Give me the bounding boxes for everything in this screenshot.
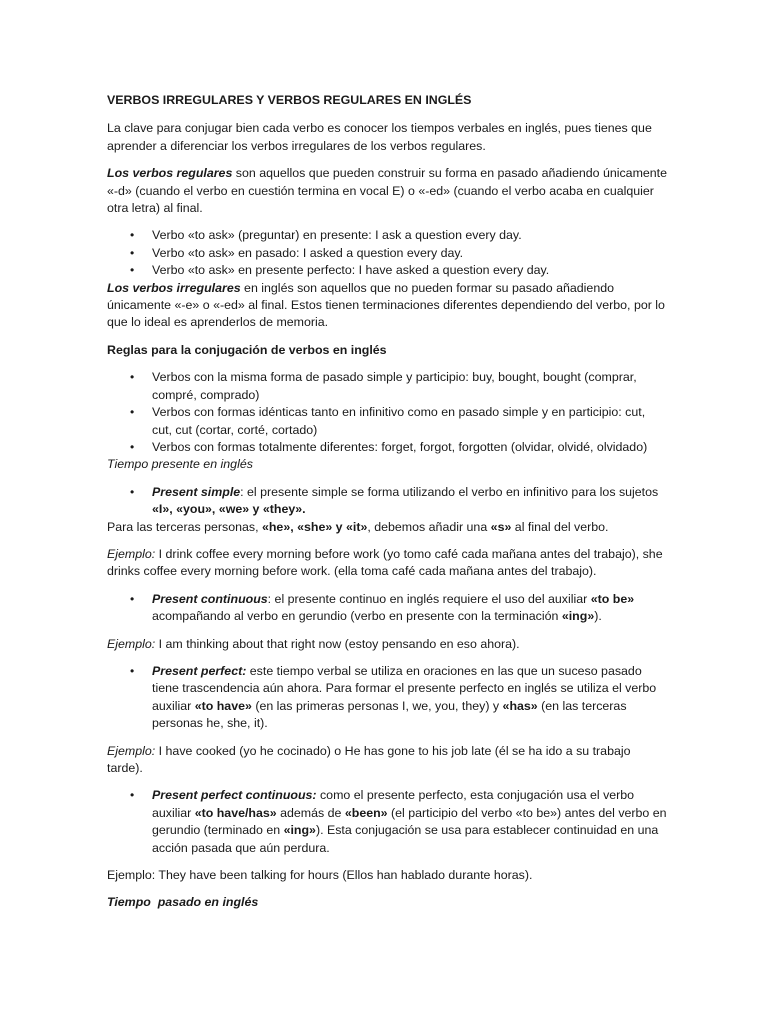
document-title: VERBOS IRREGULARES Y VERBOS REGULARES EN INGLÉS (107, 93, 472, 107)
list-item: • Verbo «to ask» (preguntar) en presente: I ask a question every day. (152, 227, 668, 244)
present-continuous-term: Present continuous (152, 591, 268, 606)
regulares-paragraph (107, 165, 668, 217)
list-item: • Verbo «to ask» en presente perfecto: I have asked a question every day. (152, 262, 668, 279)
list-item (152, 484, 668, 519)
text-span: , debemos añadir una (367, 519, 491, 534)
present-simple-text: : el presente simple se forma utilizando el verbo en infinitivo para los sujetos (240, 484, 659, 499)
bold-span: «ing» (283, 823, 316, 838)
example-label: Ejemplo: (107, 546, 156, 561)
present-simple-subjects: «I», «you», «we» y «they». (152, 502, 306, 517)
pasado-heading: Tiempo pasado en inglés (107, 895, 259, 910)
bold-span: «to have/has» (194, 805, 277, 820)
bold-span: «ing» (561, 609, 595, 624)
present-perfect-term: Present perfect: (152, 663, 247, 678)
regulares-text: son aquellos que pueden construir su forma en pasado añadiendo únicamente «-d» (cuando el verbo en cuestión termina en vocal E) o «-ed» (cuando el verbo acaba en cualquier otra letra) al final. (107, 166, 668, 216)
bold-span: «to have» (194, 698, 252, 713)
example-text: I am thinking about that right now (estoy pensando en eso ahora). (155, 636, 520, 651)
list-item (152, 787, 668, 857)
present-simple-example (107, 546, 668, 581)
regulares-term: Los verbos regulares (107, 166, 233, 181)
text-span: ). (594, 609, 602, 624)
bold-span: «to be» (590, 591, 635, 606)
present-perfect-list (107, 663, 668, 733)
text-span: (el participio del verbo «to be») antes del verbo en gerundio (terminado en (152, 805, 667, 838)
present-perfect-example (107, 743, 668, 778)
present-continuous-example (107, 636, 668, 653)
text-span: (en las terceras personas he, she, it). (152, 698, 627, 731)
presente-heading: Tiempo presente en inglés (107, 457, 253, 472)
text-span: Para las terceras personas, (107, 519, 262, 534)
present-continuous-list (107, 591, 668, 626)
present-simple-term: Present simple (152, 484, 241, 499)
text-span: (en las primeras personas I, we, you, they) y (251, 698, 503, 713)
regulares-examples-list (107, 227, 668, 279)
bold-span: «s» (490, 519, 512, 534)
irregulares-text: en inglés son aquellos que no pueden formar su pasado añadiendo únicamente «-e» o «-ed» al final. Estos tienen terminaciones diferentes dependiendo del verbo, por lo que lo ideal es aprenderlos de memoria. (107, 280, 665, 330)
text-span: al final del verbo. (511, 519, 609, 534)
text-span: acompañando al verbo en gerundio (verbo en presente con la terminación (152, 609, 562, 624)
irregulares-term: Los verbos irregulares (107, 280, 241, 295)
list-item: • Verbos con formas idénticas tanto en infinitivo como en pasado simple y en participio: cut, cut, cut (cortar, corté, cortado) (152, 404, 668, 439)
intro-paragraph: La clave para conjugar bien cada verbo es conocer los tiempos verbales en inglés, pues tienes que aprender a diferenciar los verbos irregulares de los verbos regulares. (107, 121, 652, 153)
reglas-list (107, 369, 668, 456)
bold-span: «has» (502, 698, 538, 713)
present-simple-third-person (107, 519, 668, 536)
list-item (152, 591, 668, 626)
text-span: además de (276, 805, 345, 820)
text-span: como el presente perfecto, esta conjugación usa el verbo auxiliar (152, 788, 635, 820)
irregulares-paragraph (107, 280, 668, 332)
example-label: Ejemplo: (107, 636, 156, 651)
list-item: • Verbos con formas totalmente diferentes: forget, forgot, forgotten (olvidar, olvidé, olvidado) (152, 439, 668, 456)
text-span: : el presente continuo en inglés requiere el uso del auxiliar (267, 591, 591, 606)
present-simple-list (107, 484, 668, 519)
present-perfect-continuous-list (107, 787, 668, 857)
example-text: I have cooked (yo he cocinado) o He has gone to his job late (él se ha ido a su trabajo tarde). (107, 743, 631, 775)
bold-span: «been» (344, 805, 388, 820)
example-text: I drink coffee every morning before work (yo tomo café cada mañana antes del trabajo), she drinks coffee every morning before work. (ella toma café cada mañana antes del trabajo). (107, 546, 663, 579)
reglas-heading: Reglas para la conjugación de verbos en inglés (107, 342, 387, 357)
list-item: • Verbos con la misma forma de pasado simple y participio: buy, bought, bought (comprar, compré, comprado) (152, 369, 668, 404)
list-item (152, 663, 668, 733)
list-item: • Verbo «to ask» en pasado: I asked a question every day. (152, 245, 668, 262)
text-span: este tiempo verbal se utiliza en oraciones en las que un suceso pasado tiene trascendencia aún ahora. Para formar el presente perfecto en inglés se utiliza el verbo auxiliar (152, 663, 657, 713)
present-perfect-continuous-term: Present perfect continuous: (152, 788, 317, 803)
present-perfect-continuous-example: Ejemplo: They have been talking for hours (Ellos han hablado durante horas). (107, 868, 533, 883)
bold-span: «he», «she» y «it» (261, 519, 368, 534)
text-span: ). Esta conjugación se usa para establecer continuidad en una acción pasada que aún perdura. (152, 823, 659, 855)
example-label: Ejemplo: (107, 743, 156, 758)
